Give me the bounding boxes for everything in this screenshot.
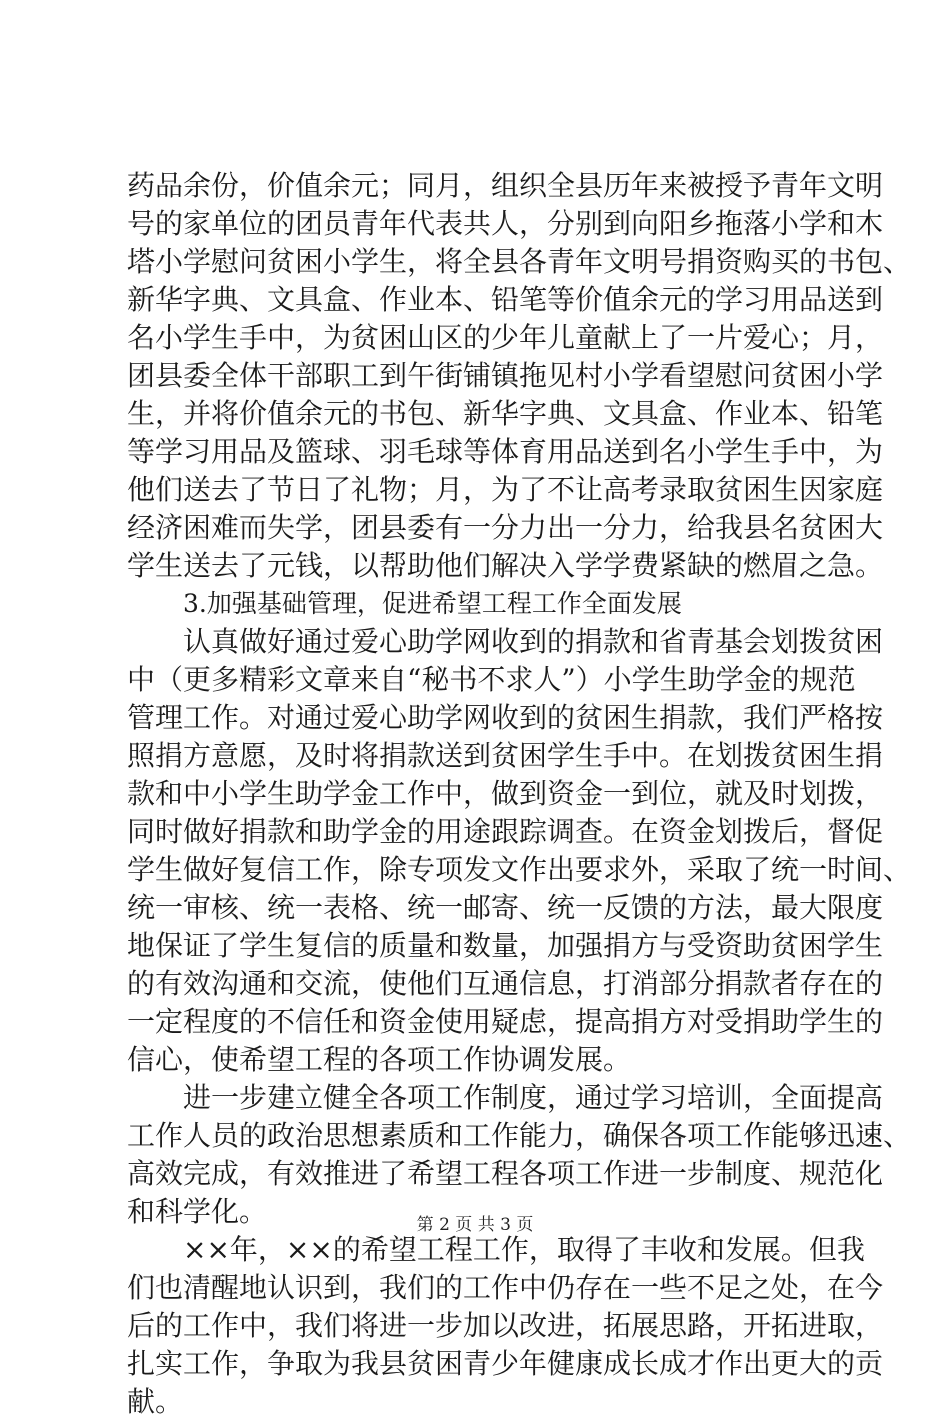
text-line: 后的工作中，我们将进一步加以改进，拓展思路，开拓进取，: [127, 1309, 884, 1342]
paragraph-first-line: 进一步建立健全各项工作制度，通过学习培训，全面提高: [183, 1081, 884, 1114]
text-line: 经济困难而失学，团县委有一分力出一分力，给我县名贫困大: [127, 511, 884, 544]
text-line: 学生做好复信工作，除专项发文作出要求外，采取了统一时间、: [127, 853, 912, 886]
paragraph-first-line: 认真做好通过爱心助学网收到的捐款和省青基会划拨贫困: [183, 625, 884, 658]
text-line: 号的家单位的团员青年代表共人，分别到向阳乡拖落小学和木: [127, 207, 884, 240]
text-line: 们也清醒地认识到，我们的工作中仍存在一些不足之处，在今: [127, 1271, 884, 1304]
text-line: 新华字典、文具盒、作业本、铅笔等价值余元的学习用品送到: [127, 283, 884, 316]
text-line: 工作人员的政治思想素质和工作能力，确保各项工作能够迅速、: [127, 1119, 912, 1152]
text-line: 药品余份，价值余元；同月，组织全县历年来被授予青年文明: [127, 169, 884, 202]
text-line: 生，并将价值余元的书包、新华字典、文具盒、作业本、铅笔: [127, 397, 884, 430]
text-line: 款和中小学生助学金工作中，做到资金一到位，就及时划拨，: [127, 777, 884, 810]
page-number-footer: 第 2 页 共 3 页: [416, 1215, 534, 1235]
text-line: 照捐方意愿，及时将捐款送到贫困学生手中。在划拨贫困生捐: [127, 739, 884, 772]
text-line: 塔小学慰问贫困小学生，将全县各青年文明号捐资购买的书包、: [127, 245, 912, 278]
text-line: 同时做好捐款和助学金的用途跟踪调查。在资金划拨后，督促: [127, 815, 884, 848]
text-line: 统一审核、统一表格、统一邮寄、统一反馈的方法，最大限度: [127, 891, 884, 924]
text-line: 的有效沟通和交流，使他们互通信息，打消部分捐款者存在的: [127, 967, 884, 1000]
text-line: 一定程度的不信任和资金使用疑虑，提高捐方对受捐助学生的: [127, 1005, 884, 1038]
text-line: 地保证了学生复信的质量和数量，加强捐方与受资助贫困学生: [127, 929, 884, 962]
text-line: 团县委全体干部职工到午街铺镇拖见村小学看望慰问贫困小学: [127, 359, 884, 392]
text-line: 和科学化。: [127, 1195, 268, 1228]
text-line: 高效完成，有效推进了希望工程各项工作进一步制度、规范化: [127, 1157, 884, 1190]
text-line: 献。: [127, 1385, 184, 1418]
text-line: 中（更多精彩文章来自“秘书不求人”）小学生助学金的规范: [127, 663, 856, 696]
section-heading: 3.加强基础管理，促进希望工程工作全面发展: [183, 589, 682, 618]
paragraph-first-line: ××年，××的希望工程工作，取得了丰收和发展。但我: [183, 1233, 865, 1266]
text-line: 信心，使希望工程的各项工作协调发展。: [127, 1043, 632, 1076]
text-line: 学生送去了元钱，以帮助他们解决入学学费紧缺的燃眉之急。: [127, 549, 884, 582]
text-line: 名小学生手中，为贫困山区的少年儿童献上了一片爱心；月，: [127, 321, 884, 354]
text-line: 扎实工作，争取为我县贫困青少年健康成长成才作出更大的贡: [127, 1347, 884, 1380]
text-line: 管理工作。对通过爱心助学网收到的贫困生捐款，我们严格按: [127, 701, 884, 734]
text-line: 他们送去了节日了礼物；月，为了不让高考录取贫困生因家庭: [127, 473, 884, 506]
text-line: 等学习用品及篮球、羽毛球等体育用品送到名小学生手中，为: [127, 435, 884, 468]
